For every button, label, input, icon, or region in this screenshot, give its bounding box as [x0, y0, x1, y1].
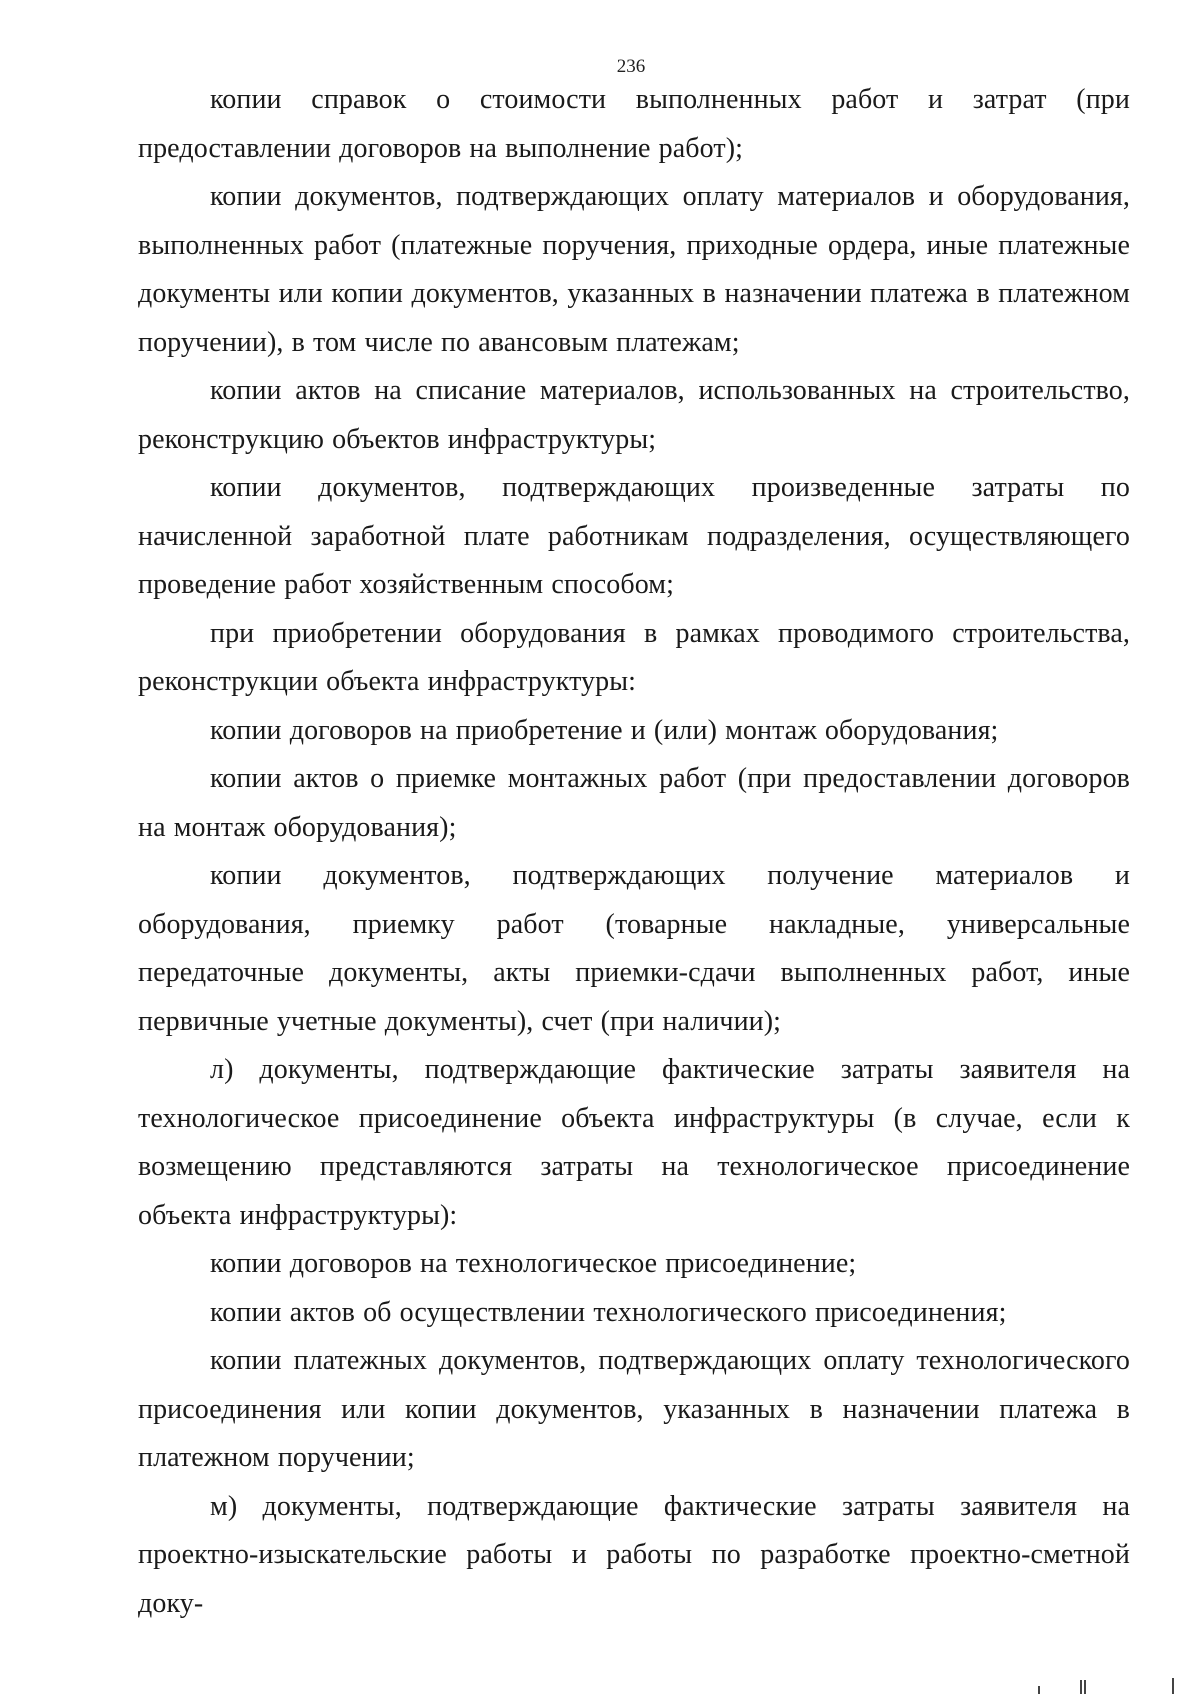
- paragraph: копии платежных документов, подтверждающих оплату технологического присоединения или копии документов, указанных в назначении платежа в платежном поручении;: [138, 1345, 1130, 1473]
- scan-artifact-marks: [1038, 1676, 1198, 1696]
- page-number: 236: [616, 56, 646, 77]
- paragraph: копии справок о стоимости выполненных работ и затрат (при предоставлении договоров на выполнение работ);: [138, 84, 1130, 164]
- paragraph: копии документов, подтверждающих произведенные затраты по начисленной заработной плате работникам подразделения, осуществляющего проведение работ хозяйственным способом;: [138, 472, 1130, 600]
- paragraph: л) документы, подтверждающие фактические затраты заявителя на технологическое присоединение объекта инфраструктуры (в случае, если к возмещению представляются затраты на технологическое присоединение объекта инфраструктуры):: [138, 1054, 1130, 1231]
- paragraph: копии документов, подтверждающих получение материалов и оборудования, приемку работ (товарные накладные, универсальные передаточные документы, акты приемки-сдачи выполненных работ, иные первичные учетные документы), счет (при наличии);: [138, 860, 1130, 1037]
- paragraph: копии актов на списание материалов, использованных на строительство, реконструкцию объектов инфраструктуры;: [138, 375, 1130, 455]
- document-body: [138, 76, 1130, 1628]
- paragraph: копии актов об осуществлении технологического присоединения;: [210, 1296, 1007, 1328]
- paragraph: копии договоров на приобретение и (или) монтаж оборудования;: [210, 714, 999, 746]
- paragraph: м) документы, подтверждающие фактические затраты заявителя на проектно-изыскательские работы и работы по разработке проектно-сметной доку-: [138, 1490, 1130, 1619]
- paragraph: копии документов, подтверждающих оплату материалов и оборудования, выполненных работ (платежные поручения, приходные ордера, иные платежные документы или копии документов, указанных в назначении платежа в платежном поручении), в том числе по авансовым платежам;: [138, 181, 1130, 358]
- paragraph: при приобретении оборудования в рамках проводимого строительства, реконструкции объекта инфраструктуры:: [138, 617, 1130, 697]
- paragraph: копии актов о приемке монтажных работ (при предоставлении договоров на монтаж оборудования);: [138, 763, 1130, 843]
- paragraph: копии договоров на технологическое присоединение;: [210, 1248, 857, 1279]
